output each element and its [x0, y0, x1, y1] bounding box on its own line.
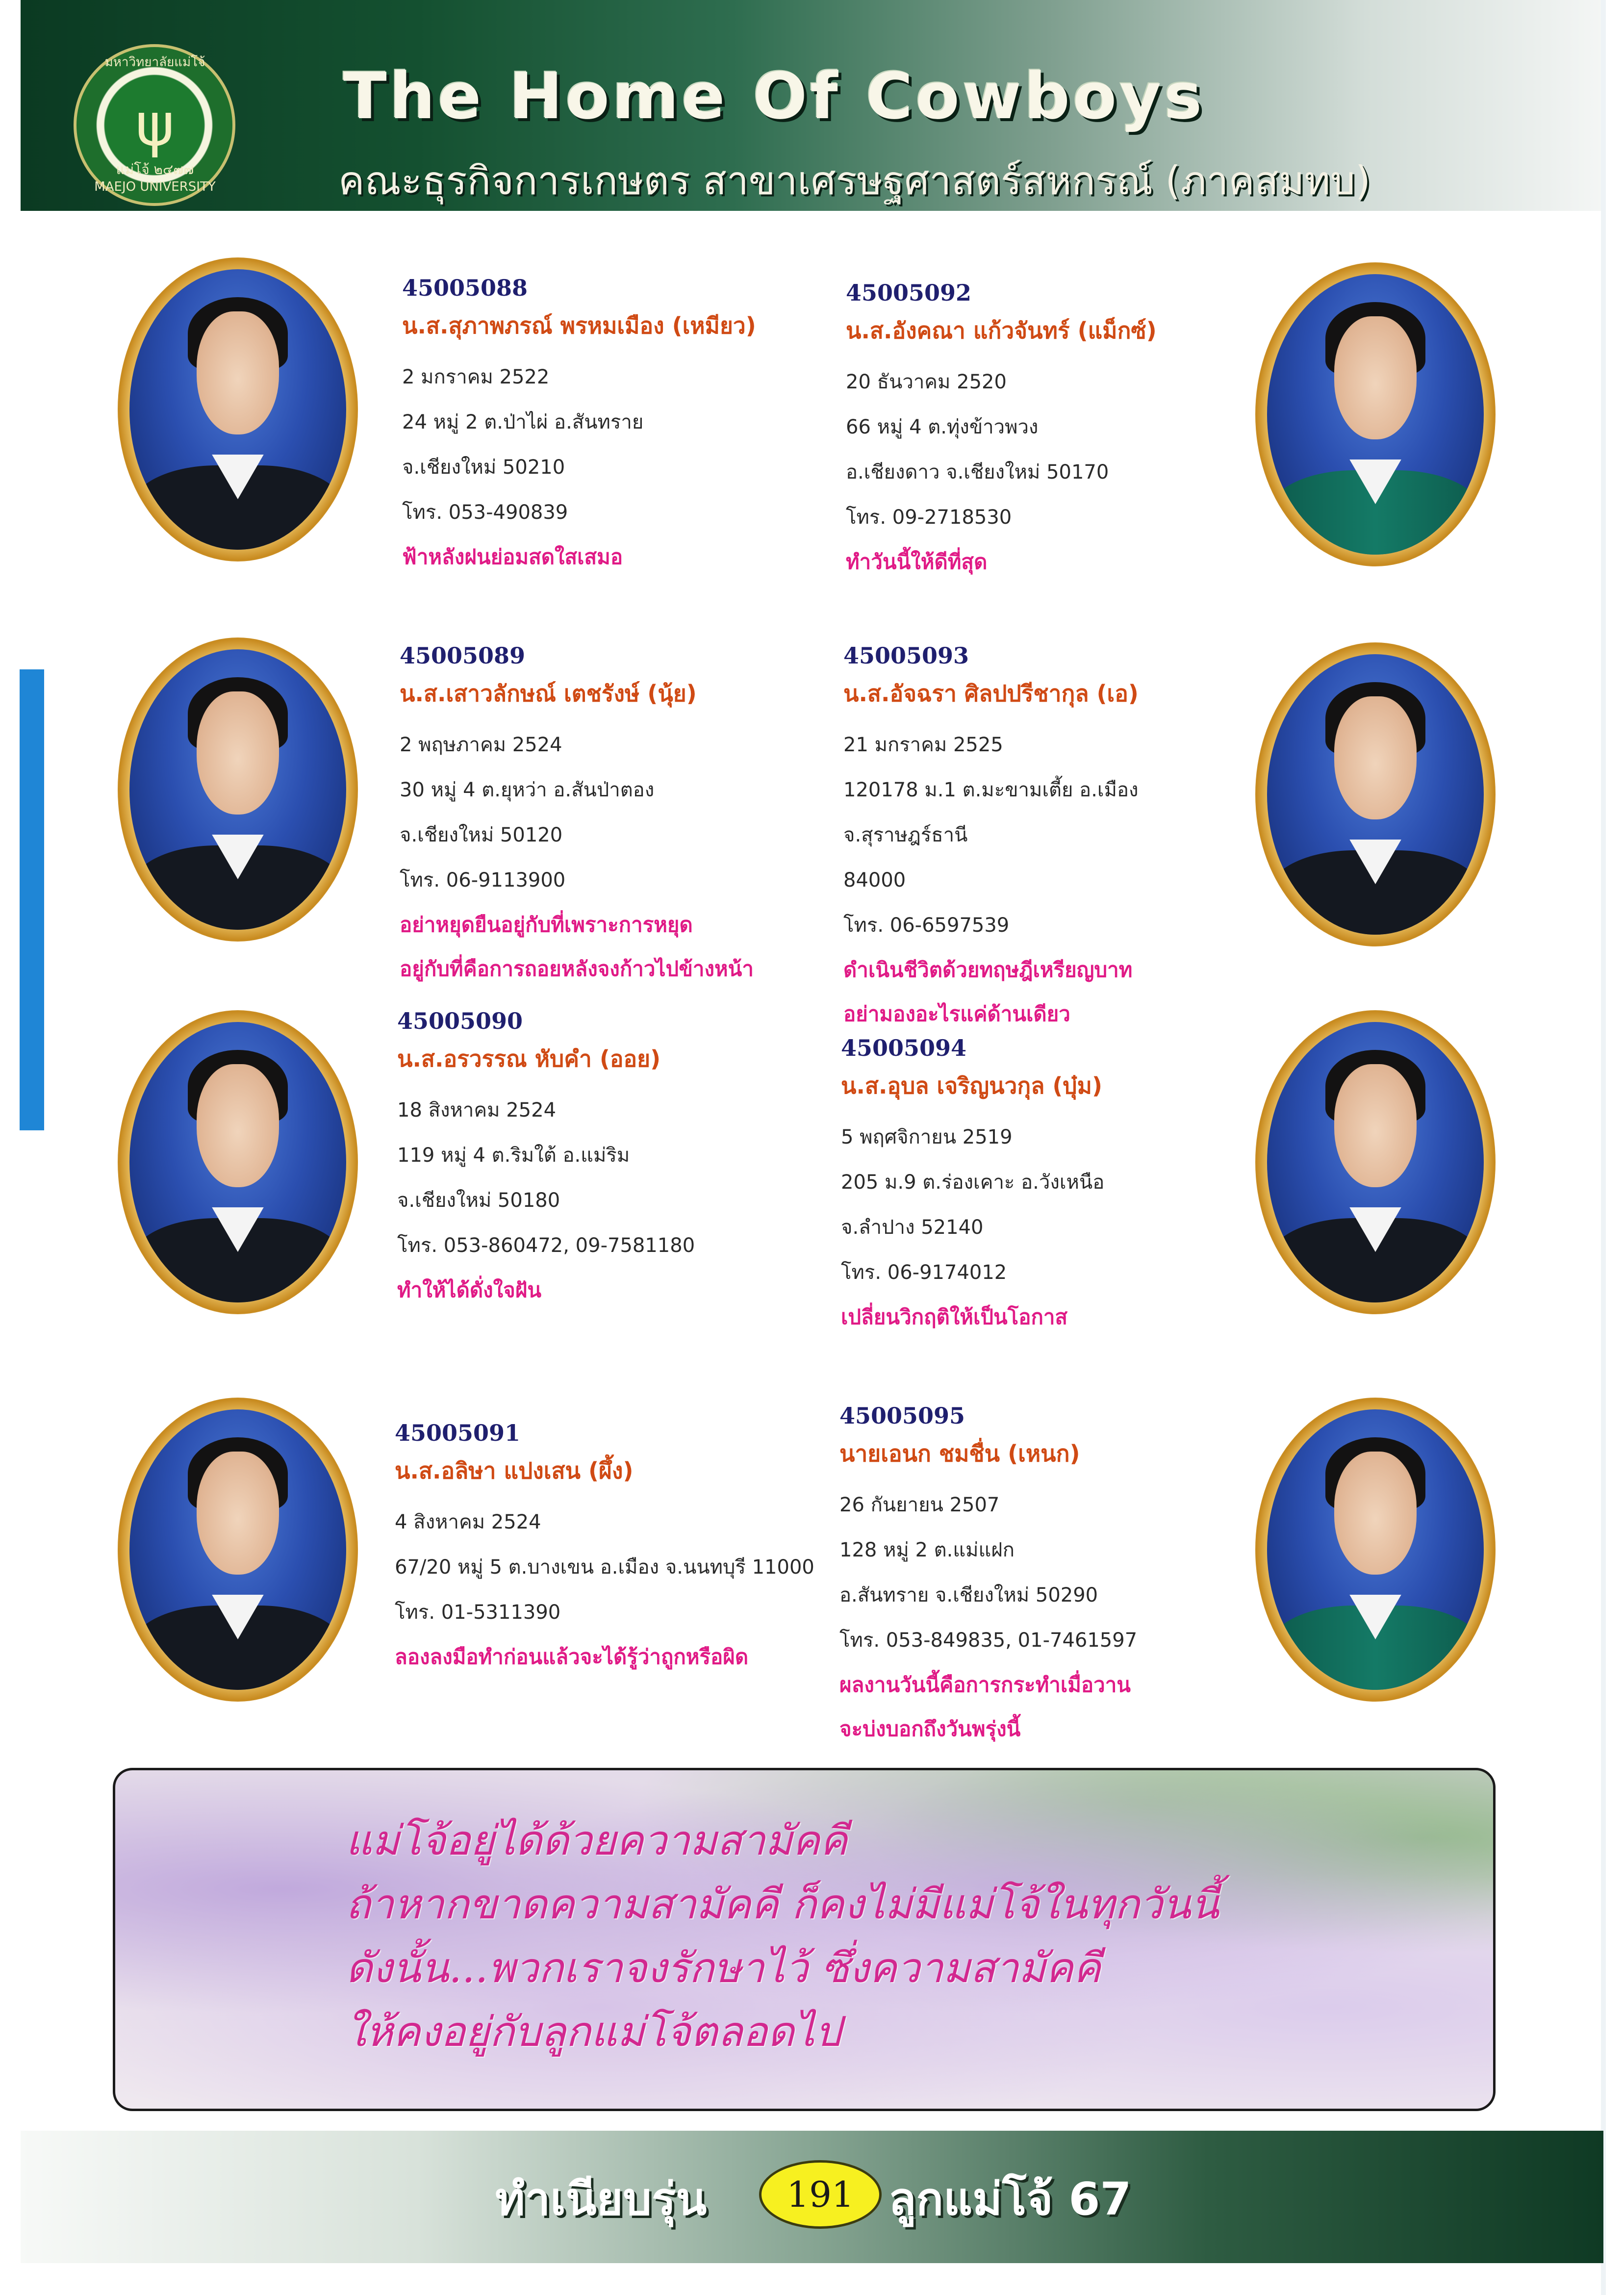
- record-line: จ.เชียงใหม่ 50120: [400, 824, 563, 846]
- student-photo: [1255, 642, 1496, 946]
- record-line: จ.สุราษฎร์ธานี: [843, 824, 968, 846]
- seal-bottom-text: MAEJO UNIVERSITY: [94, 179, 216, 194]
- record-line: 84000: [843, 869, 906, 892]
- student-id: 45005091: [395, 1420, 521, 1446]
- footer-left-text: ทำเนียบรุ่น: [495, 2173, 707, 2225]
- student-record: [841, 1035, 1104, 1339]
- student-record: [846, 280, 1157, 584]
- student-photo: [1255, 262, 1496, 566]
- student-id: 45005088: [402, 275, 528, 301]
- student-name: นายเอนก ชมชื่น (เหนก): [839, 1440, 1080, 1467]
- student-photo: [1255, 1398, 1496, 1702]
- record-line: 30 หมู่ 4 ต.ยุหว่า อ.สันป่าตอง: [400, 779, 655, 801]
- student-motto: อย่ามองอะไรแค่ด้านเดียว: [843, 1002, 1070, 1026]
- page-subtitle: คณะธุรกิจการเกษตร สาขาเศรษฐศาสตร์สหกรณ์ (ภาคสมทบ): [338, 158, 1371, 204]
- student-id: 45005092: [846, 280, 972, 306]
- student-record: [843, 642, 1139, 1036]
- poem-box: [113, 1768, 1496, 2111]
- record-line: 5 พฤศจิกายน 2519: [841, 1126, 1013, 1148]
- university-seal-logo: [74, 44, 235, 206]
- poem-line: ให้คงอยู่กับลูกแม่โจ้ตลอดไป: [346, 2008, 841, 2056]
- record-line: 26 กันยายน 2507: [839, 1494, 1000, 1516]
- page-title: The Home Of Cowboys: [343, 59, 1205, 133]
- student-record: [395, 1420, 814, 1679]
- student-motto: เปลี่ยนวิกฤติให้เป็นโอกาส: [841, 1305, 1068, 1329]
- student-motto: ลองลงมือทำก่อนแล้วจะได้รู้ว่าถูกหรือผิด: [395, 1645, 749, 1669]
- student-motto: อยู่กับที่คือการถอยหลังจงก้าวไปข้างหน้า: [400, 957, 754, 981]
- student-record: [400, 642, 754, 991]
- record-line: 128 หมู่ 2 ต.แม่แฝก: [839, 1539, 1015, 1561]
- student-name: น.ส.อังคณา แก้วจันทร์ (แม็กซ์): [846, 317, 1157, 344]
- student-name: น.ส.อุบล เจริญนวกุล (บุ๋ม): [841, 1072, 1102, 1099]
- student-motto: ฟ้าหลังฝนย่อมสดใสเสมอ: [402, 545, 623, 569]
- student-id: 45005095: [839, 1402, 965, 1429]
- student-id: 45005089: [400, 642, 526, 669]
- record-line: โทร. 01-5311390: [395, 1601, 561, 1624]
- record-line: 205 ม.9 ต.ร่องเคาะ อ.วังเหนือ: [841, 1171, 1105, 1194]
- record-line: จ.ลำปาง 52140: [841, 1216, 984, 1239]
- student-photo: [118, 257, 358, 561]
- student-photo: [118, 1010, 358, 1314]
- record-line: อ.เชียงดาว จ.เชียงใหม่ 50170: [846, 461, 1109, 484]
- student-id: 45005093: [843, 642, 969, 669]
- record-line: 119 หมู่ 4 ต.ริมใต้ อ.แม่ริม: [397, 1144, 630, 1167]
- student-motto: อย่าหยุดยืนอยู่กับที่เพราะการหยุด: [400, 913, 693, 937]
- record-line: 67/20 หมู่ 5 ต.บางเขน อ.เมือง จ.นนทบุรี 11000: [395, 1556, 814, 1579]
- record-line: 120178 ม.1 ต.มะขามเตี้ย อ.เมือง: [843, 779, 1139, 801]
- footer-right-text: ลูกแม่โจ้ 67: [888, 2173, 1132, 2225]
- seal-mid-text: แม่โจ้ ๒๔๗๗: [116, 161, 194, 178]
- page-edge: [1601, 0, 1606, 2295]
- record-line: 4 สิงหาคม 2524: [395, 1511, 541, 1533]
- student-id: 45005090: [397, 1008, 523, 1034]
- record-line: โทร. 053-849835, 01-7461597: [839, 1629, 1138, 1652]
- record-line: โทร. 09-2718530: [846, 506, 1012, 529]
- seal-top-text: มหาวิทยาลัยแม่โจ้: [104, 55, 205, 70]
- record-line: 20 ธันวาคม 2520: [846, 371, 1007, 393]
- student-photo: [118, 1398, 358, 1702]
- record-line: 21 มกราคม 2525: [843, 734, 1003, 756]
- poem-line: แม่โจ้อยู่ได้ด้วยความสามัคคี: [346, 1816, 848, 1864]
- side-accent-bar: [20, 669, 44, 1130]
- student-motto: ผลงานวันนี้คือการกระทำเมื่อวาน: [839, 1673, 1131, 1697]
- student-name: น.ส.อลิษา แปงเสน (ผึ้ง): [395, 1457, 634, 1484]
- student-record: [402, 275, 756, 579]
- student-motto: จะบ่งบอกถึงวันพรุ่งนี้: [839, 1717, 1021, 1741]
- student-photo: [118, 638, 358, 942]
- record-line: 66 หมู่ 4 ต.ทุ่งข้าวพวง: [846, 416, 1039, 438]
- record-line: 24 หมู่ 2 ต.ป่าไผ่ อ.สันทราย: [402, 411, 644, 434]
- student-motto: ดำเนินชีวิตด้วยทฤษฎีเหรียญบาท: [843, 958, 1133, 982]
- student-name: น.ส.อรวรรณ หับคำ (ออย): [397, 1046, 661, 1072]
- student-motto: ทำให้ได้ดั่งใจฝัน: [397, 1278, 542, 1302]
- student-photo: [1255, 1010, 1496, 1314]
- record-line: โทร. 06-9174012: [841, 1261, 1007, 1284]
- record-line: โทร. 06-9113900: [400, 869, 566, 892]
- student-motto: ทำวันนี้ให้ดีที่สุด: [846, 550, 988, 574]
- poem-line: ถ้าหากขาดความสามัคคี ก็คงไม่มีแม่โจ้ในทุกวันนี้: [346, 1880, 1219, 1928]
- page-number-badge: 191: [759, 2160, 882, 2229]
- student-record: [397, 1008, 695, 1312]
- record-line: 2 พฤษภาคม 2524: [400, 734, 562, 756]
- student-name: น.ส.อัจฉรา ศิลปปรีชากุล (เอ): [843, 680, 1139, 707]
- record-line: 18 สิงหาคม 2524: [397, 1099, 557, 1122]
- student-name: น.ส.เสาวลักษณ์ เตชรังษ์ (นุ้ย): [400, 680, 697, 707]
- record-line: โทร. 06-6597539: [843, 914, 1010, 937]
- student-record: [839, 1402, 1137, 1751]
- record-line: อ.สันทราย จ.เชียงใหม่ 50290: [839, 1584, 1098, 1606]
- student-name: น.ส.สุภาพภรณ์ พรหมเมือง (เหมียว): [402, 312, 756, 339]
- record-line: โทร. 053-490839: [402, 501, 568, 524]
- record-line: 2 มกราคม 2522: [402, 366, 550, 388]
- poem-line: ดังนั้น...พวกเราจงรักษาไว้ ซึ่งความสามัคคี: [346, 1944, 1101, 1992]
- record-line: จ.เชียงใหม่ 50210: [402, 456, 565, 479]
- record-line: จ.เชียงใหม่ 50180: [397, 1189, 560, 1212]
- student-id: 45005094: [841, 1035, 967, 1061]
- record-line: โทร. 053-860472, 09-7581180: [397, 1234, 695, 1257]
- seal-emblem-icon: ψ: [135, 91, 175, 159]
